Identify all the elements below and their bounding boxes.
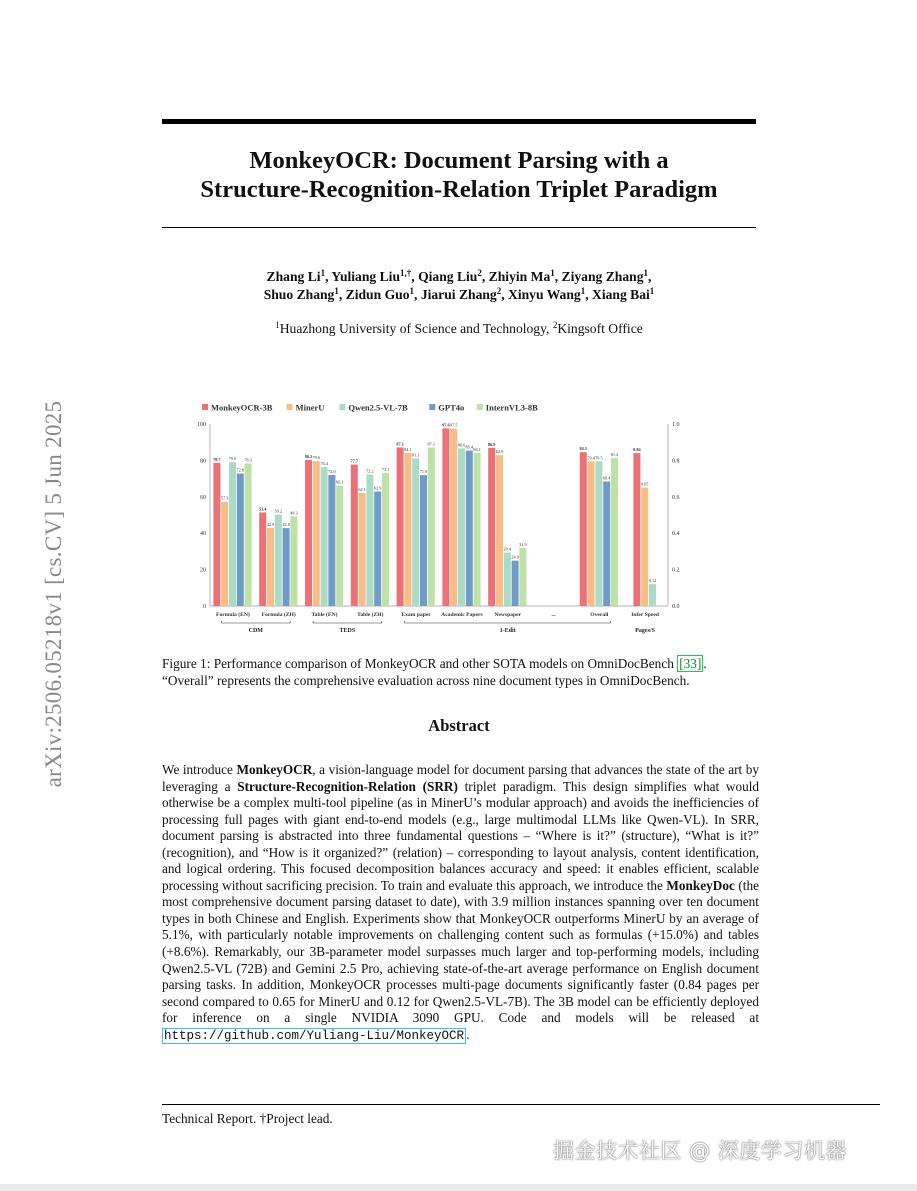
abstract-bold-monkeyocr: MonkeyOCR [236,762,313,777]
bar-data-label: 73.1 [381,466,390,472]
watermark: 掘金技术社区 @ 深度学习机器 [553,1139,847,1163]
footnote: Technical Report. †Project lead. [162,1111,333,1126]
bar [290,516,297,606]
bar-data-label: 82.9 [495,449,504,455]
bar [221,502,228,606]
bar [580,452,587,606]
paper-title [162,146,756,204]
bar [321,467,328,606]
bar [351,465,358,606]
bar [633,453,640,606]
bar [458,448,465,606]
page-bottom-edge [0,1184,917,1191]
abstract-text: , a vision-language model for document parsing that advances the state of the art by leveraging a [162,762,759,794]
x-tick-label: Formula (ZH) [261,612,296,618]
github-link[interactable]: https://github.com/Yuliang-Liu/MonkeyOCR [164,1028,465,1043]
legend-label: MonkeyOCR-3B [211,402,273,413]
bar [359,493,366,606]
bar [237,474,244,606]
group-bracket [313,621,382,623]
bar-data-label: 86.6 [457,442,466,448]
abstract-heading: Abstract [428,716,490,735]
author-name: Ziyang Zhang [561,269,644,284]
legend-label: MinerU [295,402,325,413]
legend-swatch [477,404,483,410]
bar-data-label: 76.4 [320,460,328,466]
author-name: Shuo Zhang [263,287,335,302]
abstract-text: . [466,1026,470,1042]
group-label: 1-Edit [499,628,516,634]
bar [442,428,449,606]
bar-data-label: 71.9 [419,469,428,475]
arxiv-sidebar-stamp: arXiv:2506.05218v1 [cs.CV] 5 Jun 2025 [41,400,66,788]
bar-data-label: 79.4 [587,455,595,461]
title-line-1: MonkeyOCR: Document Parsing with a [249,147,669,174]
bar [374,492,381,606]
bar [611,458,618,606]
bar [519,548,526,606]
bar [466,451,473,606]
bar-data-label: 87.1 [396,441,404,447]
bar [450,429,457,606]
bar [336,486,343,606]
bar-data-label: 72.2 [366,468,374,474]
figure-caption [162,656,760,689]
author-affil-sup: 2 [477,268,482,278]
abstract-text: triplet paradigm. This design simplifies what would otherwise be a complex multi-tool pipeline (as in MinerU’s modular approach) and avoids the inefficiencies of processing full pages with giant end-to-end models (e.g., large multimodal LLMs like Qwen-VL). In SRR, document parsing is abstracted into three fundamental questions – “Where is it?” (structure), “What is it?” (recognition), and “How is it organized?” (relation) – corresponding to layout analysis, content identification, and logical ordering. This focused decomposition balances accuracy and speed: it enables efficient, scalable processing without sacrificing precision. To train and evaluate this approach, we introduce the [162,778,759,893]
bar-data-label: 42.8 [282,522,290,528]
group-label: CDM [248,628,263,634]
author-name: Xinyu Wang [508,287,581,302]
abstract-text: (the most comprehensive document parsing dataset to date), with 3.9 million instances spanning over ten document types in both Chinese and English. Experiments show that MonkeyOCR outperforms MinerU by an average of 5.1%, with particularly notable improvements on challenging content such as formulas (+15.0%) and tables (+8.6%). Remarkably, our 3B-parameter model surpasses much larger and top-performing models, including Qwen2.5-VL (72B) and Gemini 2.5 Pro, achieving state-of-the-art average performance on English document parsing tasks. In addition, MonkeyOCR processes multi-page documents significantly faster (0.84 pages per second compared to 0.65 for MinerU and 0.12 for Qwen2.5-VL-7B). The 3B model can be efficiently deployed for inference on a single NVIDIA 3090 GPU. Code and models will be released at [162,877,759,1026]
bar-data-label: 87.1 [427,441,436,447]
bar-data-label: 84.1 [473,446,481,452]
bar-data-label: 0.65 [640,481,649,487]
author-affil-sup: 1 [649,286,655,296]
bar [504,552,511,606]
bar [328,475,335,606]
author-affil-sup: 1 [550,268,555,278]
bar [641,488,648,606]
title-top-rule [162,119,756,124]
y-tick-label: 20 [200,567,206,574]
x-tick-label: Formula (EN) [216,612,250,618]
author-name: Zhang Li [266,269,321,284]
bar [404,453,411,606]
abstract-bold-monkeydoc: MonkeyDoc [666,877,735,893]
bar [496,455,503,606]
group-label: TEDS [339,628,356,634]
y-tick-label: 80 [200,458,206,465]
bar-data-label: 0.12 [648,578,657,584]
author-affil-sup: 1 [643,268,649,278]
y2-tick-label: 0.2 [672,567,680,574]
author-affil-sup: 1,† [400,268,412,278]
affiliation-name: Huazhong University of Science and Technology [279,321,547,336]
legend-swatch [202,404,208,410]
bar-data-label: 66.1 [335,479,344,485]
author-name: Zhiyin Ma [488,269,551,284]
legend-swatch [339,404,345,410]
bar-data-label: 79.0 [228,456,237,462]
legend-label: GPT4o [438,402,465,413]
bar-data-label: 42.9 [266,521,275,527]
title-bottom-rule [162,227,756,228]
bar-data-label: 62.1 [358,486,366,492]
author-name: Qiang Liu [418,269,478,284]
caption-text: Figure 1: Performance comparison of MonkeyOCR and other SOTA models on OmniDocBench [162,656,678,671]
abstract-bold-srr: Structure-Recognition-Relation (SRR) [237,778,458,794]
author-affil-sup: 2 [496,286,502,296]
y2-tick-label: 1.0 [672,422,680,428]
x-tick-label: Table (EN) [311,612,338,618]
bar-data-label: 68.4 [602,475,611,481]
y-tick-label: 40 [200,531,206,538]
author-affil-sup: 1 [409,286,415,296]
bar [213,463,220,606]
bar [603,482,610,606]
footnote-rule [162,1104,880,1105]
group-bracket [405,621,611,623]
bar-data-label: 97.5 [449,422,458,428]
x-tick-label: Infer Speed [631,612,659,618]
bar [588,461,595,606]
affiliations: $^1$Huazhong University of Science and Technology, $^2$Kingsoft Office [275,320,643,336]
bar [595,461,602,606]
bar [366,475,373,606]
group-label: Pages/S [635,628,655,634]
x-tick-label: Table (ZH) [357,612,384,618]
author-name: Jiarui Zhang [420,287,497,302]
bar [488,448,495,606]
y2-tick-label: 0.8 [672,458,680,465]
affiliation-sup: 1 [275,320,280,330]
bar [245,463,252,606]
bar-data-label: 84.5 [579,446,588,452]
x-tick-label: Overall [590,612,609,618]
bar-data-label: 72.8 [236,467,245,473]
y2-tick-label: 0.6 [672,494,680,501]
x-tick-label: Academic Papers [441,612,483,618]
bar [512,561,519,606]
author-name: Zidun Guo [345,287,410,302]
bar-data-label: 84.1 [404,446,412,452]
bar-data-label: 57.3 [220,495,229,501]
y2-tick-label: 0.0 [672,604,680,610]
legend-swatch [429,404,435,410]
author-name: Yuliang Liu [331,269,401,284]
x-tick-label: ... [551,612,556,618]
y2-tick-label: 0.4 [672,531,680,538]
group-bracket [221,621,290,623]
legend-swatch [287,404,293,410]
bar [412,458,419,606]
author-affil-sup: 1 [580,286,586,296]
y-tick-label: 0 [203,604,206,610]
abstract-text: We introduce [162,762,237,777]
author-list: Zhang Li$^1$, Yuliang Liu$^{1,\dagger}$, Qiang Liu$^2$, Zhiyin Ma$^1$, Ziyang Zhang$^1$, Shuo Zhang$^1$, Zidun Guo$^1$, Jiarui Zhang$^2$, Xinyu Wang$^1$, Xiang Bai$^1$ [263,268,655,302]
bar-data-label: 81.2 [610,452,619,458]
x-tick-label: Exam paper [401,612,431,618]
bar-data-label: 78.7 [213,456,221,462]
x-tick-label: Newspaper [494,612,522,618]
abstract-body [162,762,759,1044]
bar [428,447,435,606]
legend-label: Qwen2.5-VL-7B [348,402,408,413]
y-tick-label: 60 [200,494,206,501]
caption-text-end: . “Overall” represents the comprehensive evaluation across nine document types in OmniDocBench. [162,656,707,688]
bar-data-label: 97.6 [442,422,450,428]
bar-data-label: 79.6 [312,455,321,461]
title-line-2: Structure-Recognition-Relation Triplet Paradigm [200,176,718,203]
legend-label: InternVL3-8B [485,402,538,413]
bar-data-label: 62.9 [373,485,382,491]
bar-data-label: 79.5 [595,455,603,461]
bar [420,475,427,606]
bar [305,460,312,606]
bar [397,447,404,606]
bar [313,461,320,606]
bar-data-label: 50.2 [274,508,283,514]
bar [649,584,656,606]
bar-data-label: 72.0 [328,468,336,474]
bar-data-label: 80.2 [304,454,313,460]
bar [382,473,389,606]
bar-data-label: 51.4 [258,506,267,512]
bar [283,528,290,606]
bar-data-label: 78.3 [244,457,252,463]
bar-data-label: 85.4 [465,444,474,450]
author-name: Xiang Bai [592,287,650,302]
bar-data-label: 86.9 [487,441,496,447]
bar-data-label: 29.4 [503,546,512,552]
bar [275,515,282,606]
author-affil-sup: 1 [320,268,326,278]
bar-data-label: 77.7 [350,458,359,464]
citation-link[interactable]: [33] [679,656,702,671]
bar-data-label: 31.9 [519,541,527,547]
y-tick-label: 100 [197,422,206,428]
bar [259,512,266,606]
performance-bar-chart [190,396,725,642]
author-affil-sup: 1 [334,286,339,296]
affiliation-name: Kingsoft Office [557,321,643,336]
bar-data-label: 49.3 [290,510,298,516]
bar-data-label: 0.84 [633,447,641,453]
bar [229,462,236,606]
bar-data-label: 81.1 [411,452,420,458]
bar [474,453,481,606]
bar [267,528,274,606]
bar-data-label: 24.9 [511,554,519,560]
affiliation-sup: 2 [552,320,558,330]
